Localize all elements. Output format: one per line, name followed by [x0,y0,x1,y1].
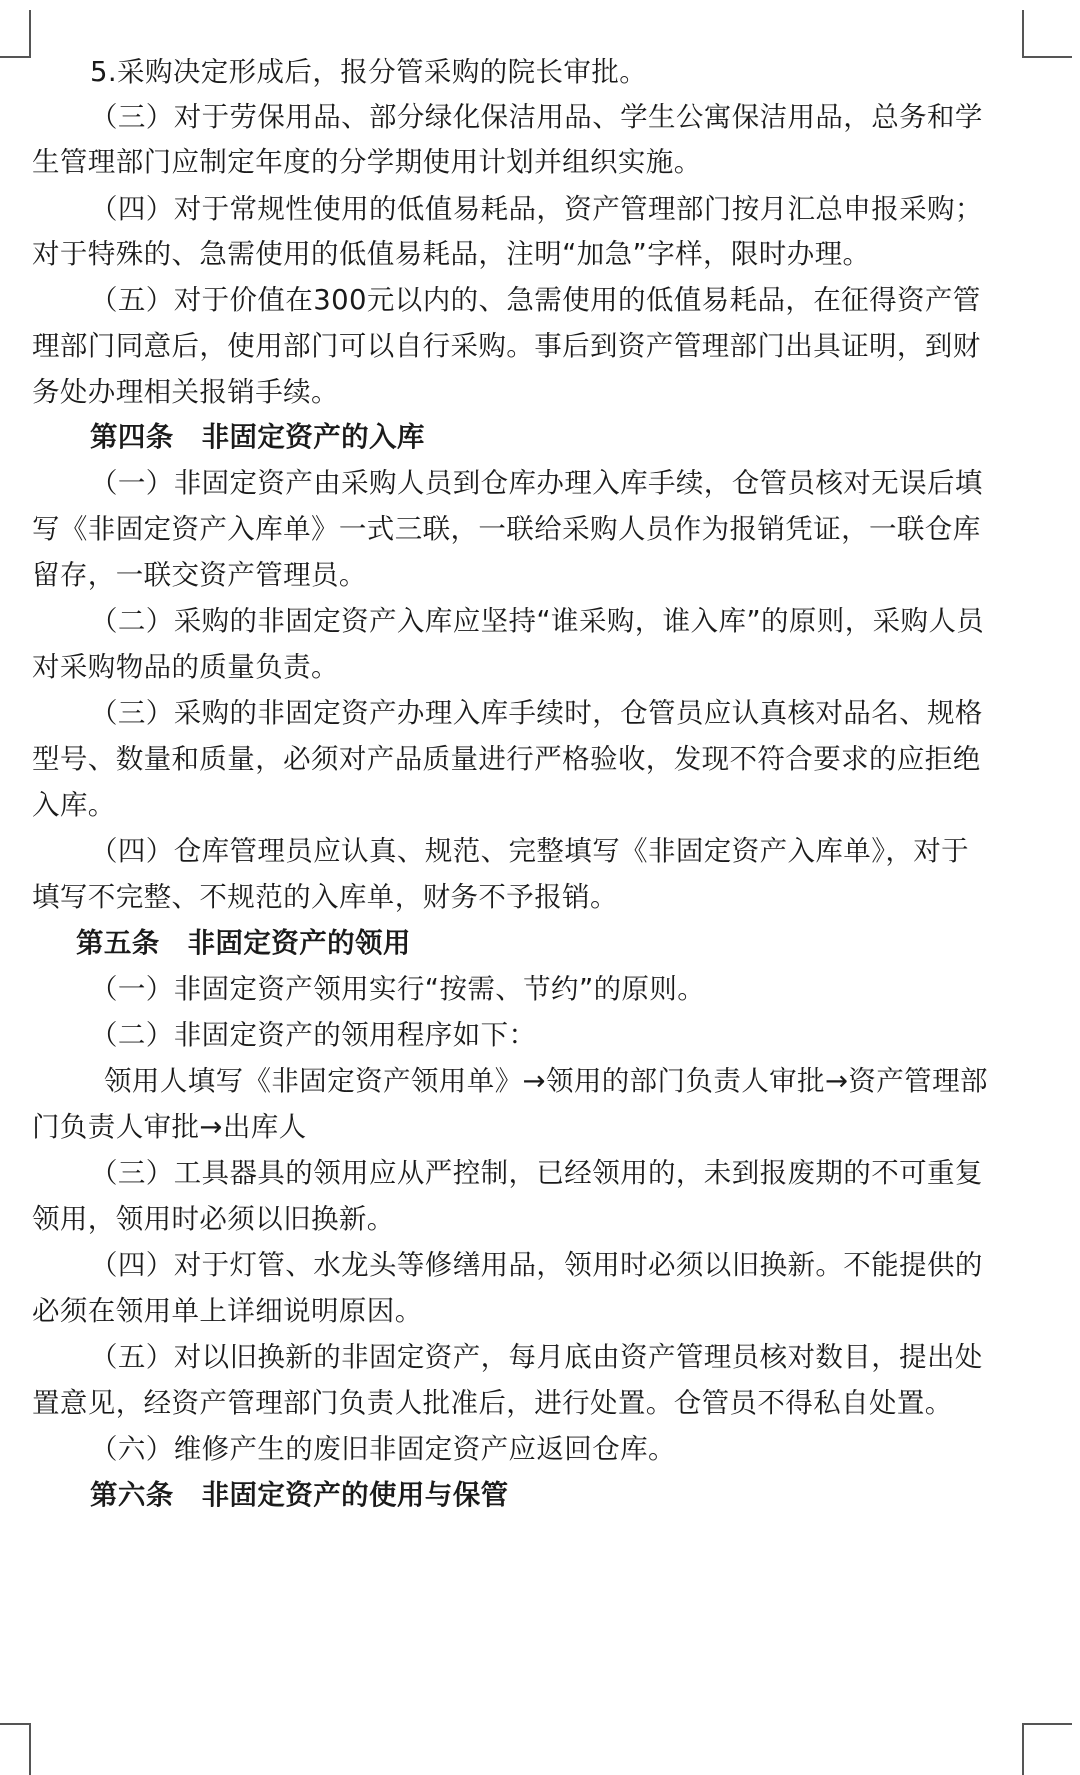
text-line: （三）工具器具的领用应从严控制，已经领用的，未到报废期的不可重复 [90,1157,983,1189]
text-line: 领用人填写《非固定资产领用单》→领用的部门负责人审批→资产管理部 [104,1065,988,1097]
section-heading: 第四条 非固定资产的入库 [90,421,425,453]
text-line: 领用，领用时必须以旧换新。 [32,1203,395,1235]
text-line: 门负责人审批→出库人 [32,1111,307,1143]
text-line: 务处办理相关报销手续。 [32,376,339,408]
text-line: （一）非固定资产由采购人员到仓库办理入库手续，仓管员核对无误后填 [90,467,983,499]
text-line: 留存，一联交资产管理员。 [32,559,367,591]
text-line: 理部门同意后，使用部门可以自行采购。事后到资产管理部门出具证明，到财 [32,330,981,362]
text-line: 生管理部门应制定年度的分学期使用计划并组织实施。 [32,146,702,178]
text-line: 型号、数量和质量，必须对产品质量进行严格验收，发现不符合要求的应拒绝 [32,743,981,775]
section-heading: 第五条 非固定资产的领用 [76,927,411,959]
crop-mark-bottom-left [0,1723,31,1775]
text-line: 对采购物品的质量负责。 [32,651,339,683]
text-line: 5.采购决定形成后，报分管采购的院长审批。 [90,56,648,88]
text-line: 必须在领用单上详细说明原因。 [32,1295,423,1327]
text-line: 置意见，经资产管理部门负责人批准后，进行处置。仓管员不得私自处置。 [32,1387,953,1419]
text-line: （四）对于灯管、水龙头等修缮用品，领用时必须以旧换新。不能提供的 [90,1249,983,1281]
crop-mark-top-right [1022,10,1072,58]
text-line: （四）仓库管理员应认真、规范、完整填写《非固定资产入库单》，对于 [90,835,970,867]
text-line: （六）维修产生的废旧非固定资产应返回仓库。 [90,1433,676,1465]
crop-mark-top-left [0,10,31,58]
text-line: （二）非固定资产的领用程序如下： [90,1019,537,1051]
text-line: 填写不完整、不规范的入库单，财务不予报销。 [32,881,618,913]
crop-mark-bottom-right [1022,1723,1072,1775]
text-line: （三）采购的非固定资产办理入库手续时，仓管员应认真核对品名、规格 [90,697,983,729]
text-line: （四）对于常规性使用的低值易耗品，资产管理部门按月汇总申报采购； [90,193,983,225]
text-line: 对于特殊的、急需使用的低值易耗品，注明“加急”字样，限时办理。 [32,238,871,270]
text-line: 写《非固定资产入库单》一式三联，一联给采购人员作为报销凭证，一联仓库 [32,513,981,545]
text-line: （二）采购的非固定资产入库应坚持“谁采购，谁入库”的原则，采购人员 [90,605,985,637]
text-line: （五）对于价值在300元以内的、急需使用的低值易耗品，在征得资产管 [90,284,981,316]
text-line: 入库。 [32,789,116,821]
text-line: （一）非固定资产领用实行“按需、节约”的原则。 [90,973,706,1005]
section-heading: 第六条 非固定资产的使用与保管 [90,1479,509,1511]
text-line: （五）对以旧换新的非固定资产，每月底由资产管理员核对数目，提出处 [90,1341,983,1373]
text-line: （三）对于劳保用品、部分绿化保洁用品、学生公寓保洁用品，总务和学 [90,101,983,133]
